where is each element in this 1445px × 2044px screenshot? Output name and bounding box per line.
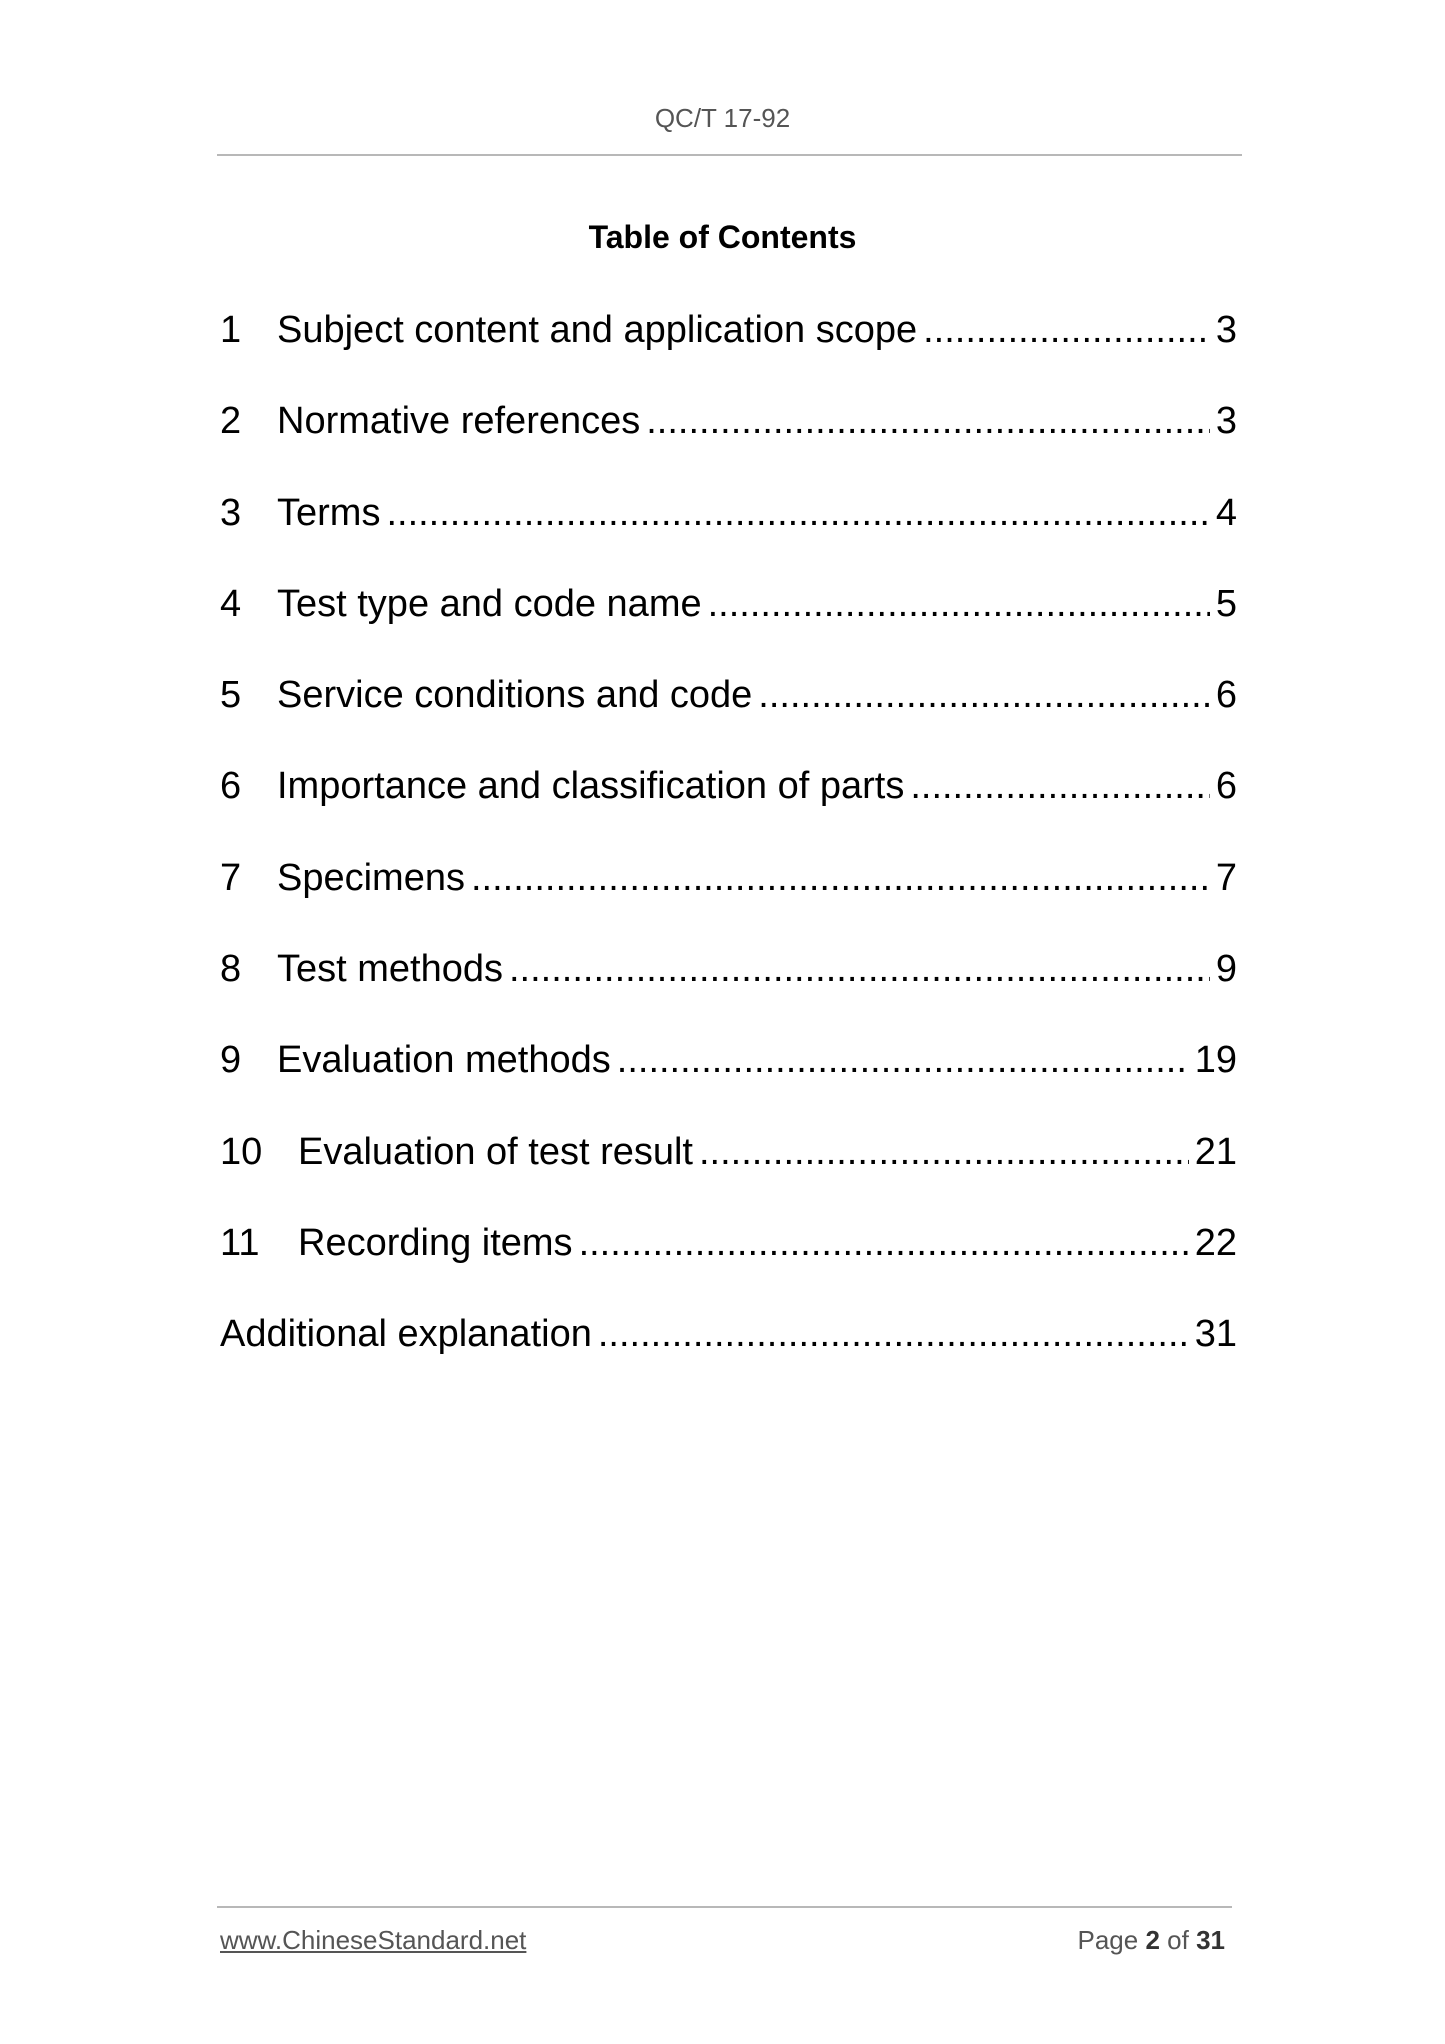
toc-entry-label: Subject content and application scope bbox=[277, 309, 918, 351]
toc-dot-leader bbox=[910, 758, 1210, 814]
toc-entry-label: Evaluation methods bbox=[277, 1039, 611, 1082]
toc-dot-leader bbox=[923, 302, 1210, 358]
toc-entry-7[interactable] bbox=[220, 850, 1237, 941]
toc-entry-page: 7 bbox=[1215, 856, 1237, 899]
page-total: 31 bbox=[1196, 1925, 1225, 1955]
page-prefix: Page bbox=[1077, 1925, 1139, 1955]
toc-entry-9[interactable] bbox=[220, 1032, 1237, 1123]
toc-dot-leader bbox=[386, 485, 1209, 541]
toc-entry-label: Test methods bbox=[277, 948, 503, 991]
toc-entry-label: Normative references bbox=[277, 400, 641, 443]
toc-entry-page: 21 bbox=[1194, 1130, 1237, 1173]
toc-entry-number: 7 bbox=[220, 856, 242, 899]
toc-dot-leader bbox=[598, 1306, 1189, 1362]
toc-entry-6[interactable] bbox=[220, 758, 1237, 849]
toc-entry-5[interactable] bbox=[220, 667, 1237, 758]
toc-entry-number: 5 bbox=[220, 674, 242, 717]
toc-entry-number: 2 bbox=[220, 400, 242, 443]
toc-entry-page: 9 bbox=[1215, 948, 1237, 991]
toc-entry-8[interactable] bbox=[220, 941, 1237, 1032]
website-link[interactable]: www.ChineseStandard.net bbox=[220, 1925, 527, 1955]
toc-dot-leader bbox=[758, 667, 1210, 723]
toc-dot-leader bbox=[708, 576, 1210, 632]
toc-title: Table of Contents bbox=[588, 219, 857, 255]
toc-entry-label: Test type and code name bbox=[277, 582, 702, 625]
toc-entry-number: 3 bbox=[220, 491, 242, 534]
toc-entry-page: 31 bbox=[1194, 1313, 1237, 1356]
toc-dot-leader bbox=[579, 1215, 1189, 1271]
toc-list bbox=[220, 302, 1237, 1398]
toc-entry-page: 4 bbox=[1215, 491, 1237, 534]
toc-entry-number: 8 bbox=[220, 948, 242, 991]
toc-entry-number: 1 bbox=[220, 309, 242, 351]
toc-dot-leader bbox=[646, 393, 1210, 449]
toc-dot-leader bbox=[617, 1032, 1189, 1088]
toc-entry-11[interactable] bbox=[220, 1215, 1237, 1306]
toc-entry-page: 5 bbox=[1215, 582, 1237, 625]
toc-entry-number: 9 bbox=[220, 1039, 242, 1082]
toc-entry-page: 19 bbox=[1194, 1039, 1237, 1082]
toc-entry-label: Service conditions and code bbox=[277, 674, 753, 717]
toc-entry-page: 3 bbox=[1215, 309, 1237, 351]
header-divider bbox=[217, 154, 1242, 156]
page-current: 2 bbox=[1145, 1925, 1160, 1955]
toc-entry-number: 11 bbox=[220, 1221, 260, 1264]
toc-entry-number: 4 bbox=[220, 582, 242, 625]
toc-entry-label: Importance and classification of parts bbox=[277, 765, 905, 808]
toc-entry-label: Evaluation of test result bbox=[298, 1130, 693, 1173]
toc-entry-4[interactable] bbox=[220, 576, 1237, 667]
toc-entry-number: 6 bbox=[220, 765, 242, 808]
document-code: QC/T 17-92 bbox=[654, 103, 791, 133]
toc-entry-number: 10 bbox=[220, 1130, 263, 1173]
toc-entry-page: 3 bbox=[1215, 400, 1237, 443]
toc-entry-page: 6 bbox=[1215, 674, 1237, 717]
toc-entry-2[interactable] bbox=[220, 393, 1237, 484]
toc-entry-label: Specimens bbox=[277, 856, 465, 899]
toc-entry-page: 22 bbox=[1194, 1221, 1237, 1264]
page-indicator bbox=[1077, 1925, 1225, 1956]
toc-entry-label: Terms bbox=[277, 491, 381, 534]
toc-entry-page: 6 bbox=[1215, 765, 1237, 808]
toc-entry-label: Recording items bbox=[298, 1221, 573, 1264]
toc-entry-additional-explanation[interactable] bbox=[220, 1306, 1237, 1397]
toc-dot-leader bbox=[699, 1124, 1189, 1180]
toc-entry-1[interactable] bbox=[220, 302, 1237, 393]
page-of: of bbox=[1167, 1925, 1189, 1955]
toc-entry-10[interactable] bbox=[220, 1124, 1237, 1215]
footer-divider bbox=[217, 1906, 1232, 1908]
toc-dot-leader bbox=[471, 850, 1210, 906]
toc-entry-3[interactable] bbox=[220, 485, 1237, 576]
toc-entry-label: Additional explanation bbox=[220, 1313, 592, 1356]
toc-dot-leader bbox=[509, 941, 1210, 997]
